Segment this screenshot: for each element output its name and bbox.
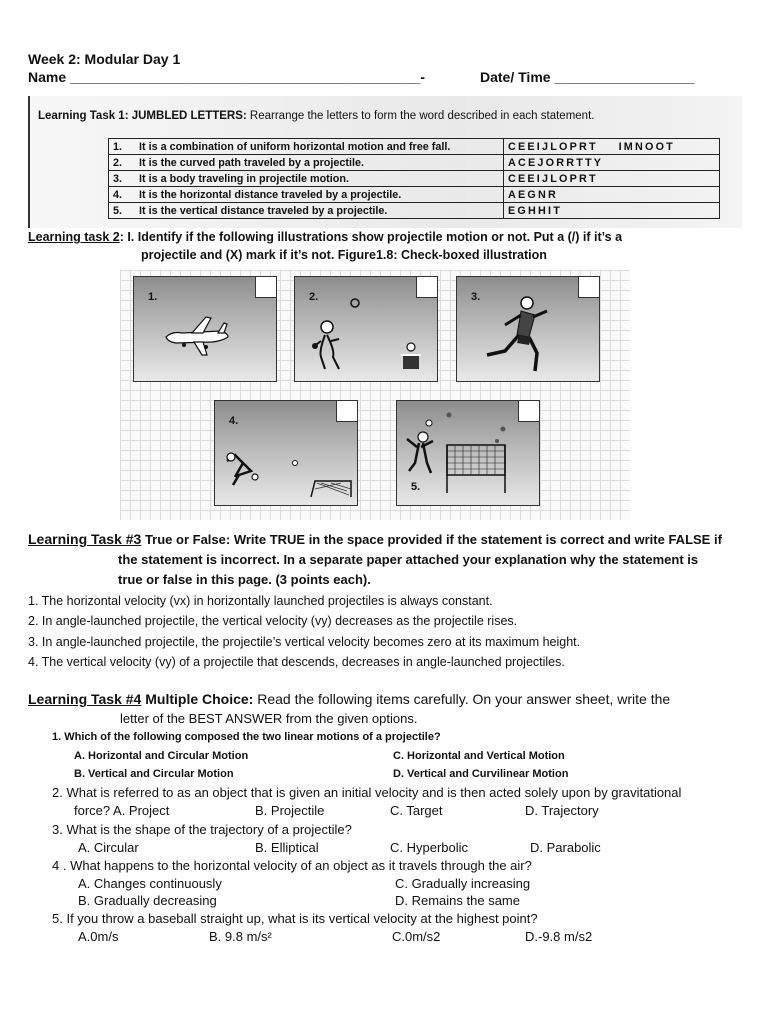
q5-option-c: C.0m/s2: [392, 929, 441, 944]
q2-text: 2. What is referred to as an object that is given an initial velocity and is then acted solely upon by gravitational: [52, 785, 682, 800]
q1-option-b: B. Vertical and Circular Motion: [74, 768, 234, 780]
task4-line2: letter of the BEST ANSWER from the given options.: [120, 711, 418, 726]
week-title: Week 2: Modular Day 1: [28, 51, 181, 67]
illustration-panel-1: 1.: [133, 276, 277, 382]
q4-option-c: C. Gradually increasing: [395, 876, 531, 891]
q2-option-c: C. Target: [390, 803, 443, 818]
q2-option-d: D. Trajectory: [525, 803, 599, 818]
jumbled-letters-table: [108, 138, 720, 219]
runner-icon: [477, 293, 577, 377]
q3-text: 3. What is the shape of the trajectory of a projectile?: [52, 822, 352, 837]
q3-option-a: A. Circular: [78, 840, 139, 855]
task3-item-4: 4. The vertical velocity (vy) of a projectile that descends, decreases in angle-launched projectiles.: [28, 655, 565, 669]
task3-line2: the statement is incorrect. In a separate paper attached your explanation why the statement is: [118, 552, 699, 567]
q4-option-b: B. Gradually decreasing: [78, 893, 217, 908]
table-row: 3. It is a body traveling in projectile motion. CEEIJLOPRT: [109, 171, 720, 187]
table-row: 5. It is the vertical distance traveled by a projectile. EGHHIT: [109, 203, 720, 219]
checkbox-3[interactable]: [578, 277, 599, 298]
date-field-label: Date/ Time __________________: [480, 69, 695, 85]
q4-option-a: A. Changes continuously: [78, 876, 222, 891]
illustration-panel-3: 3.: [456, 276, 600, 382]
q2-option-a: force? A. Project: [74, 803, 170, 818]
q1-text: 1. Which of the following composed the two linear motions of a projectile?: [52, 731, 441, 743]
task3-item-3: 3. In angle-launched projectile, the projectile’s vertical velocity becomes zero at its maximum height.: [28, 635, 581, 649]
q5-option-a: A.0m/s: [78, 929, 119, 944]
soccer-kick-icon: [221, 441, 355, 503]
q4-text: 4 . What happens to the horizontal velocity of an object as it travels through the air?: [52, 858, 532, 873]
task4-heading: Learning Task #4 Multiple Choice: Read the following items carefully. On your answer sheet, write the: [28, 691, 671, 707]
task1-section: [28, 96, 742, 228]
table-row: 2. It is the curved path traveled by a projectile. ACEJORRTTY: [109, 155, 720, 171]
task3-line3: true or false in this page. (3 points each).: [118, 572, 371, 587]
checkbox-1[interactable]: [255, 277, 276, 298]
checkbox-4[interactable]: [336, 401, 357, 422]
q5-text: 5. If you throw a baseball straight up, what is its vertical velocity at the highest point?: [52, 911, 538, 926]
table-row: 4. It is the horizontal distance traveled by a projectile. AEGNR: [109, 187, 720, 203]
task3-heading: Learning Task #3 True or False: Write TRUE in the space provided if the statement is correct and write FALSE if: [28, 531, 722, 547]
q5-option-d: D.-9.8 m/s2: [525, 929, 593, 944]
q3-option-c: C. Hyperbolic: [390, 840, 469, 855]
child-throwing-ball-icon: [305, 291, 425, 375]
table-row: 1. It is a combination of uniform horizontal motion and free fall. CEEIJLOPRT IMNOOT: [109, 139, 720, 155]
task3-item-1: 1. The horizontal velocity (vx) in horizontally launched projectiles is always constant.: [28, 594, 493, 608]
task3-item-2: 2. In angle-launched projectile, the vertical velocity (vy) decreases as the projectile rises.: [28, 614, 518, 628]
illustration-panel-2: 2.: [294, 276, 438, 382]
q3-option-d: D. Parabolic: [530, 840, 601, 855]
q5-option-b: B. 9.8 m/s²: [209, 929, 272, 944]
q4-option-d: D. Remains the same: [395, 893, 520, 908]
q2-option-b: B. Projectile: [255, 803, 325, 818]
task1-title: Learning Task 1: JUMBLED LETTERS: Rearrange the letters to form the word described in each statement.: [38, 110, 595, 122]
figure-checkbox-grid: [120, 270, 630, 520]
task2-instructions-line2: projectile and (X) mark if it’s not. Figure1.8: Check-boxed illustration: [141, 248, 547, 262]
name-field-label: Name _____________________________________________-: [28, 69, 426, 85]
q1-option-a: A. Horizontal and Circular Motion: [74, 750, 249, 762]
illustration-panel-4: 4.: [214, 400, 358, 506]
task2-instructions: Learning task 2: I. Identify if the following illustrations show projectile motion or not. Put a (/) if it’s a: [28, 230, 623, 244]
q3-option-b: B. Elliptical: [255, 840, 319, 855]
airplane-icon: [162, 311, 232, 361]
illustration-panel-5: 5.: [396, 400, 540, 506]
volleyball-spike-icon: [403, 407, 523, 497]
q1-option-d: D. Vertical and Curvilinear Motion: [393, 768, 569, 780]
q1-option-c: C. Horizontal and Vertical Motion: [393, 750, 565, 762]
